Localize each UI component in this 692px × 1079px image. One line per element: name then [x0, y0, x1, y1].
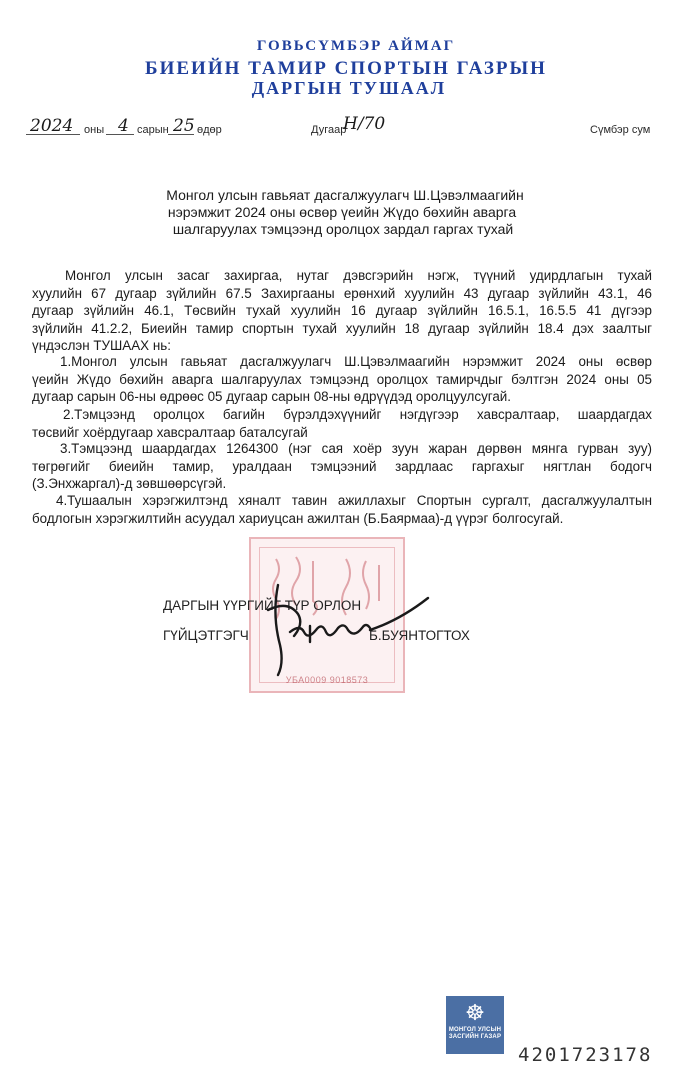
- org-region-heading: ГОВЬСҮМБЭР АЙМАГ: [256, 38, 456, 54]
- order-item-3: [32, 440, 652, 493]
- body-line: Монгол улсын засаг захиргаа, нутаг дэвсгэрийн нэгж, түүний удирдлагын тухай: [65, 268, 652, 283]
- government-logo: [446, 996, 504, 1054]
- stamp-code: УБА0009 9018573: [285, 675, 369, 685]
- handwritten-signature-icon: [250, 570, 450, 680]
- month-handwritten: 4: [118, 116, 129, 136]
- body-line: төсвийг хоёрдугаар хавсралтаар баталсугай: [32, 424, 308, 440]
- body-line: хуулийн 67 дугаар зүйлийн 67.5 Захиргааны ерөнхий хуулийн 43 дугаар зүйлийн 43.1, 46: [32, 285, 652, 301]
- org-name-heading: БИЕИЙН ТАМИР СПОРТЫН ГАЗРЫН: [145, 58, 547, 79]
- body-line: төгрөгийг биеийн тамир, уралдаан тэмцээний зардлаас гаргахыг нягтлан бодогч: [32, 458, 652, 474]
- preamble-paragraph: [32, 267, 652, 355]
- document-serial-number: 4201723178: [518, 1044, 653, 1066]
- signatory-name: Б.БУЯНТОГТОХ: [369, 628, 470, 643]
- document-title: [120, 187, 570, 238]
- title-line: Монгол улсын гавьяат дасгалжуулагч Ш.Цэвэлмаагийн: [166, 187, 524, 203]
- order-item-4: [32, 492, 652, 527]
- day-handwritten: 25: [173, 116, 195, 136]
- title-line: нэрэмжит 2024 оны өсвөр үеийн Жүдо бөхийн аварга: [167, 204, 517, 220]
- year-handwritten: 2024: [30, 116, 74, 136]
- body-line: 1.Монгол улсын гавьяат дасгалжуулагч Ш.Цэвэлмаагийн нэрэмжит 2024 оны өсвөр: [60, 354, 652, 369]
- body-line: зүйлийн 41.2.2, Биеийн тамир спортын тухай хуулийн 18 дугаар зүйлийн 18.4 дэх заалтыг: [32, 320, 652, 336]
- body-line: 3.Тэмцээнд шаардагдах 1264300 (нэг сая хоёр зуун жаран дөрвөн мянга гурван зуу): [60, 441, 652, 456]
- title-line: шалгаруулах тэмцээнд оролцох зардал гаргах тухай: [172, 221, 514, 237]
- order-item-1: [32, 353, 652, 406]
- body-line: дугаар зүйлийн 46.1, Төсвийн тухай хуулийн 16 дугаар зүйлийн 16.5.1, 16.5.5 41 дүгээр: [32, 303, 652, 318]
- place-label: Сүмбэр сум: [590, 124, 651, 136]
- number-label: Дугаар: [311, 124, 347, 136]
- body-line: 2.Тэмцээнд оролцох багийн бүрэлдэхүүнийг нэгдүгээр хавсралтаар, шаардагдах: [63, 407, 652, 422]
- body-line: үеийн Жүдо бөхийн аварга шалгаруулах тэмцээнд оролцох тамирчдыг бэлтгэн 2024 оны 05: [32, 371, 652, 387]
- body-line: (З.Энхжаргал)-д зөвшөөрсүгэй.: [32, 476, 227, 491]
- body-line: 4.Тушаалын хэрэгжилтэнд хяналт тавин ажиллахыг Спортын сургалт, дасгалжуулалтын: [56, 493, 652, 508]
- month-suffix: сарын: [137, 124, 169, 136]
- document-type-heading: ДАРГЫН ТУШААЛ: [251, 78, 447, 98]
- body-line: дугаар сарын 06-ны өдрөөс 05 дугаар сарын 08-ны өдрүүдэд оролцуулсугай.: [32, 389, 512, 404]
- signatory-role-line1: ДАРГЫН ҮҮРГИЙГ ТҮР ОРЛОН: [163, 598, 362, 613]
- day-suffix: өдөр: [197, 124, 222, 136]
- signatory-role-line2: ГҮЙЦЭТГЭГЧ: [163, 628, 249, 643]
- order-item-2: [32, 406, 652, 441]
- soyombo-emblem-icon: ☸: [465, 1000, 485, 1025]
- year-suffix: оны: [84, 124, 105, 136]
- body-line: үндэслэн ТУШААХ нь:: [32, 338, 171, 353]
- number-handwritten: Н/70: [343, 114, 386, 134]
- logo-text-line: ЗАСГИЙН ГАЗАР: [448, 1034, 502, 1040]
- logo-text-line: МОНГОЛ УЛСЫН: [448, 1027, 502, 1033]
- body-line: бодлогын хэрэгжилтийн асуудал хариуцсан ажилтан (Б.Баярмаа)-д үүрэг болгосугай.: [32, 510, 564, 526]
